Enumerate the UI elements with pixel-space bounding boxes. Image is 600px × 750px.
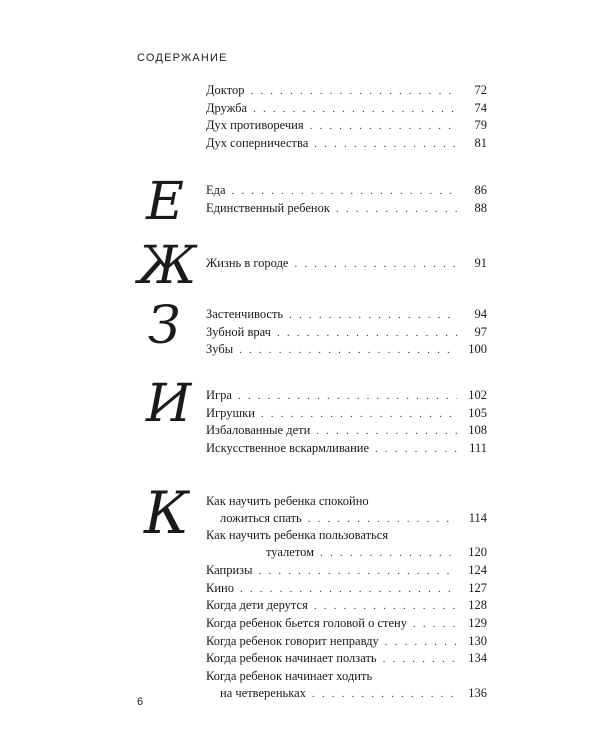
toc-group-d	[206, 82, 487, 153]
toc-entry-page: 127	[468, 580, 487, 595]
toc-entry	[206, 324, 487, 342]
section-initial-letter: Ж	[138, 236, 197, 296]
toc-entry-title: Еда	[206, 183, 226, 197]
leader-dots	[232, 183, 457, 200]
leader-dots	[312, 686, 457, 703]
toc-group-e	[206, 182, 487, 217]
toc-entry-page: 136	[468, 685, 487, 700]
toc-entry-title: Застенчивость	[206, 307, 284, 321]
toc-entry	[206, 597, 487, 615]
toc-entry-page: 108	[468, 423, 487, 438]
toc-entry	[206, 200, 487, 218]
toc-entry-page: 134	[468, 651, 487, 666]
leader-dots	[240, 581, 457, 598]
section-initial-letter: К	[144, 479, 189, 547]
page-number: 6	[137, 696, 144, 708]
toc-entry-page: 124	[468, 562, 487, 577]
toc-entry-title: Единственный ребенок	[206, 200, 330, 215]
section-initial-letter: И	[146, 374, 192, 434]
toc-entry-title: Как научить ребенка спокойно	[206, 494, 369, 508]
toc-entry	[206, 182, 487, 200]
section-initial-letter: Е	[146, 172, 184, 232]
leader-dots	[259, 563, 457, 580]
toc-group-zh	[206, 255, 487, 273]
toc-entry-page: 72	[474, 83, 487, 97]
toc-entry-page: 102	[468, 388, 487, 402]
toc-entry-title: Дух противоречия	[206, 118, 304, 133]
toc-entry-page: 100	[468, 342, 487, 357]
toc-entry-title: Искусственное вскармливание	[206, 441, 370, 456]
toc-entry-page: 105	[468, 405, 487, 420]
running-header: СОДЕРЖАНИЕ	[137, 52, 228, 64]
toc-entry	[206, 255, 487, 273]
leader-dots	[310, 118, 457, 135]
toc-entry	[206, 405, 487, 423]
toc-entry	[206, 306, 487, 324]
toc-entry-page: 79	[474, 118, 487, 133]
toc-entry-title-continued: туалетом	[266, 545, 315, 560]
toc-entry-title: Избалованные дети	[206, 423, 311, 438]
leader-dots	[314, 598, 457, 615]
leader-dots	[294, 256, 457, 273]
toc-entry-title: Капризы	[206, 562, 253, 577]
toc-entry	[206, 633, 487, 651]
toc-entry-title: Как научить ребенка пользоваться	[206, 528, 389, 543]
leader-dots	[383, 651, 457, 668]
toc-entry	[206, 387, 487, 405]
toc-entry-page: 114	[468, 510, 487, 525]
leader-dots	[250, 83, 457, 100]
toc-entry-title: Кино	[206, 580, 234, 595]
toc-entry	[206, 135, 487, 153]
toc-entry	[206, 668, 487, 702]
toc-entry	[206, 341, 487, 359]
toc-entry-page: 74	[474, 100, 487, 115]
leader-dots	[375, 441, 457, 458]
toc-entry-title: Доктор	[206, 83, 245, 97]
toc-entry	[206, 422, 487, 440]
toc-entry-title-continued: ложиться спать	[220, 510, 302, 525]
leader-dots	[253, 101, 457, 118]
toc-entry-page: 111	[469, 441, 487, 456]
toc-entry	[206, 650, 487, 668]
toc-entry	[206, 82, 487, 100]
toc-group-z	[206, 306, 487, 359]
toc-entry-title: Игра	[206, 388, 232, 402]
toc-entry-page: 97	[474, 324, 487, 339]
toc-entry	[206, 615, 487, 633]
toc-entry	[206, 562, 487, 580]
leader-dots	[413, 616, 457, 633]
leader-dots	[239, 342, 457, 359]
toc-entry-title: Зубной врач	[206, 324, 271, 339]
toc-entry-page: 120	[468, 545, 487, 560]
leader-dots	[289, 307, 457, 324]
toc-entry-page: 88	[474, 200, 487, 215]
toc-entry-page: 128	[468, 598, 487, 613]
toc-entry-title: Жизнь в городе	[206, 256, 289, 270]
toc-entry-page: 94	[474, 307, 487, 321]
toc-entry	[206, 493, 487, 527]
toc-entry	[206, 117, 487, 135]
leader-dots	[336, 201, 457, 218]
toc-entry-title: Дружба	[206, 100, 248, 115]
toc-group-k	[206, 493, 487, 702]
leader-dots	[277, 325, 457, 342]
toc-entry-page: 81	[474, 136, 487, 151]
toc-group-i	[206, 387, 487, 458]
toc-entry-title: Когда дети дерутся	[206, 598, 308, 613]
toc-entry-page: 91	[474, 256, 487, 270]
toc-entry-page: 86	[474, 183, 487, 197]
toc-entry	[206, 580, 487, 598]
toc-entry-title: Дух соперничества	[206, 136, 309, 151]
toc-entry-page: 130	[468, 633, 487, 648]
section-initial-letter: З	[148, 296, 181, 356]
toc-entry-title: Когда ребенок говорит неправду	[206, 633, 379, 648]
toc-entry-title-continued: на четвереньках	[220, 685, 306, 700]
toc-entry	[206, 100, 487, 118]
leader-dots	[316, 423, 457, 440]
leader-dots	[314, 136, 457, 153]
toc-entry-page: 129	[468, 615, 487, 630]
leader-dots	[308, 511, 457, 528]
toc-entry-title: Когда ребенок начинает ползать	[206, 651, 377, 666]
toc-entry-title: Когда ребенок бьется головой о стену	[206, 615, 407, 630]
leader-dots	[385, 634, 457, 651]
toc-entry	[206, 440, 487, 458]
toc-entry	[206, 527, 487, 561]
toc-entry-title: Игрушки	[206, 405, 255, 420]
leader-dots	[320, 545, 457, 562]
toc-entry-title: Когда ребенок начинает ходить	[206, 669, 373, 684]
toc-entry-title: Зубы	[206, 342, 234, 357]
leader-dots	[238, 388, 457, 405]
leader-dots	[261, 406, 457, 423]
